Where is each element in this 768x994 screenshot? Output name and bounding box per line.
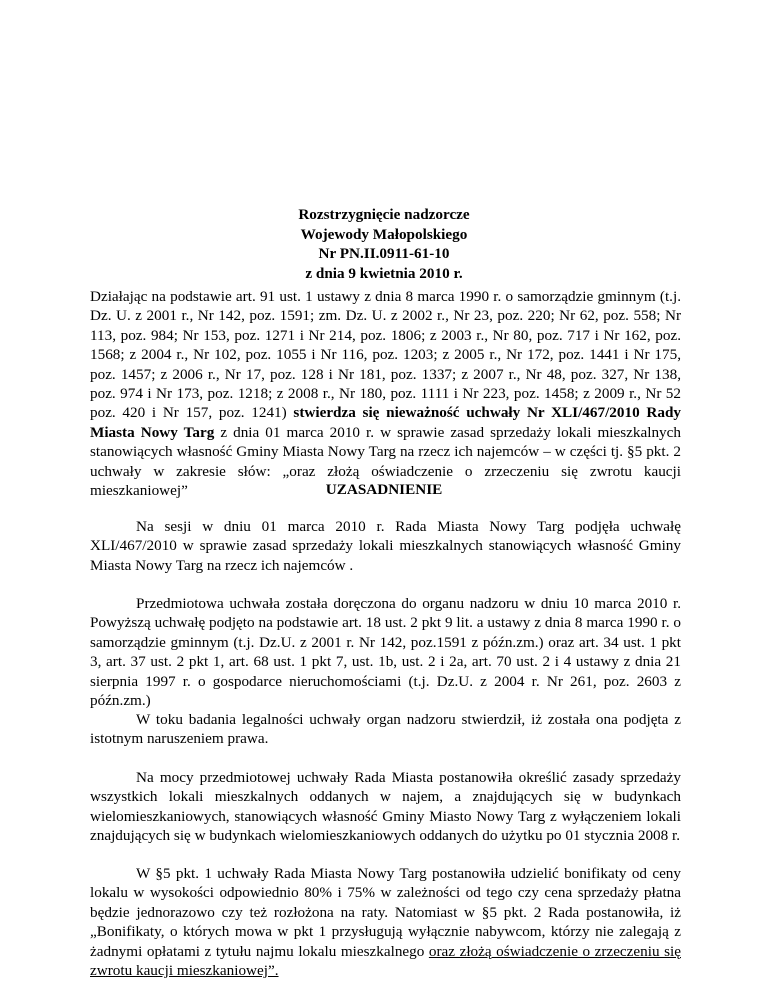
paragraph-1: Na sesji w dniu 01 marca 2010 r. Rada Miasta Nowy Targ podjęła uchwałę XLI/467/2010 w sprawie zasad sprzedaży lokali mieszkalnych stanowiących własność Gminy Miasta Nowy Targ na rzecz ich najemców .: [90, 518, 681, 574]
document-header: [0, 205, 768, 283]
paragraph-5: [90, 864, 681, 980]
header-number: Nr PN.II.0911-61-10: [318, 245, 450, 263]
intro-text-after: z dnia 01 marca 2010 r. w sprawie zasad sprzedaży lokali mieszkalnych stanowiących własność Gminy Miasta Nowy Targ na rzecz ich najemców – w części tj. §5 pkt. 2 uchwały w zakresie słów: „oraz złożą oświadczenie o zrzeczeniu się zwrotu kaucji mieszkaniowej”: [90, 423, 681, 500]
paragraph-5-underlined: oraz złożą oświadczenie o zrzeczeniu się zwrotu kaucji mieszkaniowej”.: [90, 942, 681, 980]
intro-text-bold: stwierdza się nieważność uchwały Nr XLI/467/2010 Rady Miasta Nowy Targ: [90, 404, 681, 441]
paragraph-5-text: W §5 pkt. 1 uchwały Rada Miasta Nowy Targ postanowiła udzielić bonifikaty od ceny lokalu w wysokości odpowiednio 80% i 75% w zależności od tego czy cena sprzedaży płatna będzie jednorazowo czy też rozłożona na raty. Natomiast w §5 pkt. 2 Rada postanowiła, iż „Bonifikaty, o których mowa w pkt 1 przysługują wyłącznie nabywcom, którzy nie zalegają z żadnymi opłatami z tytułu najmu lokalu mieszkalnego: [90, 865, 681, 960]
header-date: z dnia 9 kwietnia 2010 r.: [305, 264, 463, 282]
section-title: UZASADNIENIE: [325, 481, 443, 498]
header-title: Rozstrzygnięcie nadzorcze: [298, 206, 470, 223]
paragraph-4: Na mocy przedmiotowej uchwały Rada Miasta postanowiła określić zasady sprzedaży wszystkich lokali mieszkalnych oddanych w najem, a znajdujących się w budynkach wielomieszkaniowych, stanowiących własność Gminy Miasto Nowy Targ z wyłączeniem lokali znajdujących się w budynkach wielomieszkaniowych oddanych do użytku po 01 stycznia 2008 r.: [90, 769, 681, 845]
intro-paragraph: [90, 287, 681, 500]
intro-text-before: Działając na podstawie art. 91 ust. 1 ustawy z dnia 8 marca 1990 r. o samorządzie gminnym (t.j. Dz. U. z 2001 r., Nr 142, poz. 1591; zm. Dz. U. z 2002 r., Nr 23, poz. 220; Nr 62, poz. 558; Nr 113, poz. 984; Nr 153, poz. 1271 i Nr 214, poz. 1806; z 2003 r., Nr 80, poz. 717 i Nr 162, poz. 1568; z 2004 r., Nr 102, poz. 1055 i Nr 116, poz. 1203; z 2005 r., Nr 172, poz. 1441 i Nr 175, poz. 1457; z 2006 r., Nr 17, poz. 128 i Nr 181, poz. 1337; z 2007 r., Nr 48, poz. 327, Nr 138, poz. 974 i Nr 173, poz. 1218; z 2008 r., Nr 180, poz. 1111 i Nr 223, poz. 1458; z 2009 r., Nr 52 poz. 420 i Nr 157, poz. 1241): [90, 288, 681, 422]
paragraph-2: Przedmiotowa uchwała została doręczona do organu nadzoru w dniu 10 marca 2010 r. Powyższą uchwałę podjęto na podstawie art. 18 ust. 2 pkt 9 lit. a ustawy z dnia 8 marca 1990 r. o samorządzie gminnym (t.j. Dz.U. z 2001 r. Nr 142, poz.1591 z późn.zm.) oraz art. 34 ust. 1 pkt 3, art. 37 ust. 2 pkt 1, art. 68 ust. 1 pkt 7, ust. 1b, ust. 2 i 2a, art. 70 ust. 2 i 4 ustawy z dnia 21 sierpnia 1997 r. o gospodarce nieruchomościami (t.j. Dz.U. z 2004 r. Nr 261, poz. 2603 z późn.zm.): [90, 595, 681, 710]
paragraph-3: W toku badania legalności uchwały organ nadzoru stwierdził, iż została ona podjęta z istotnym naruszeniem prawa.: [90, 711, 681, 748]
header-issuer: Wojewody Małopolskiego: [300, 225, 468, 243]
